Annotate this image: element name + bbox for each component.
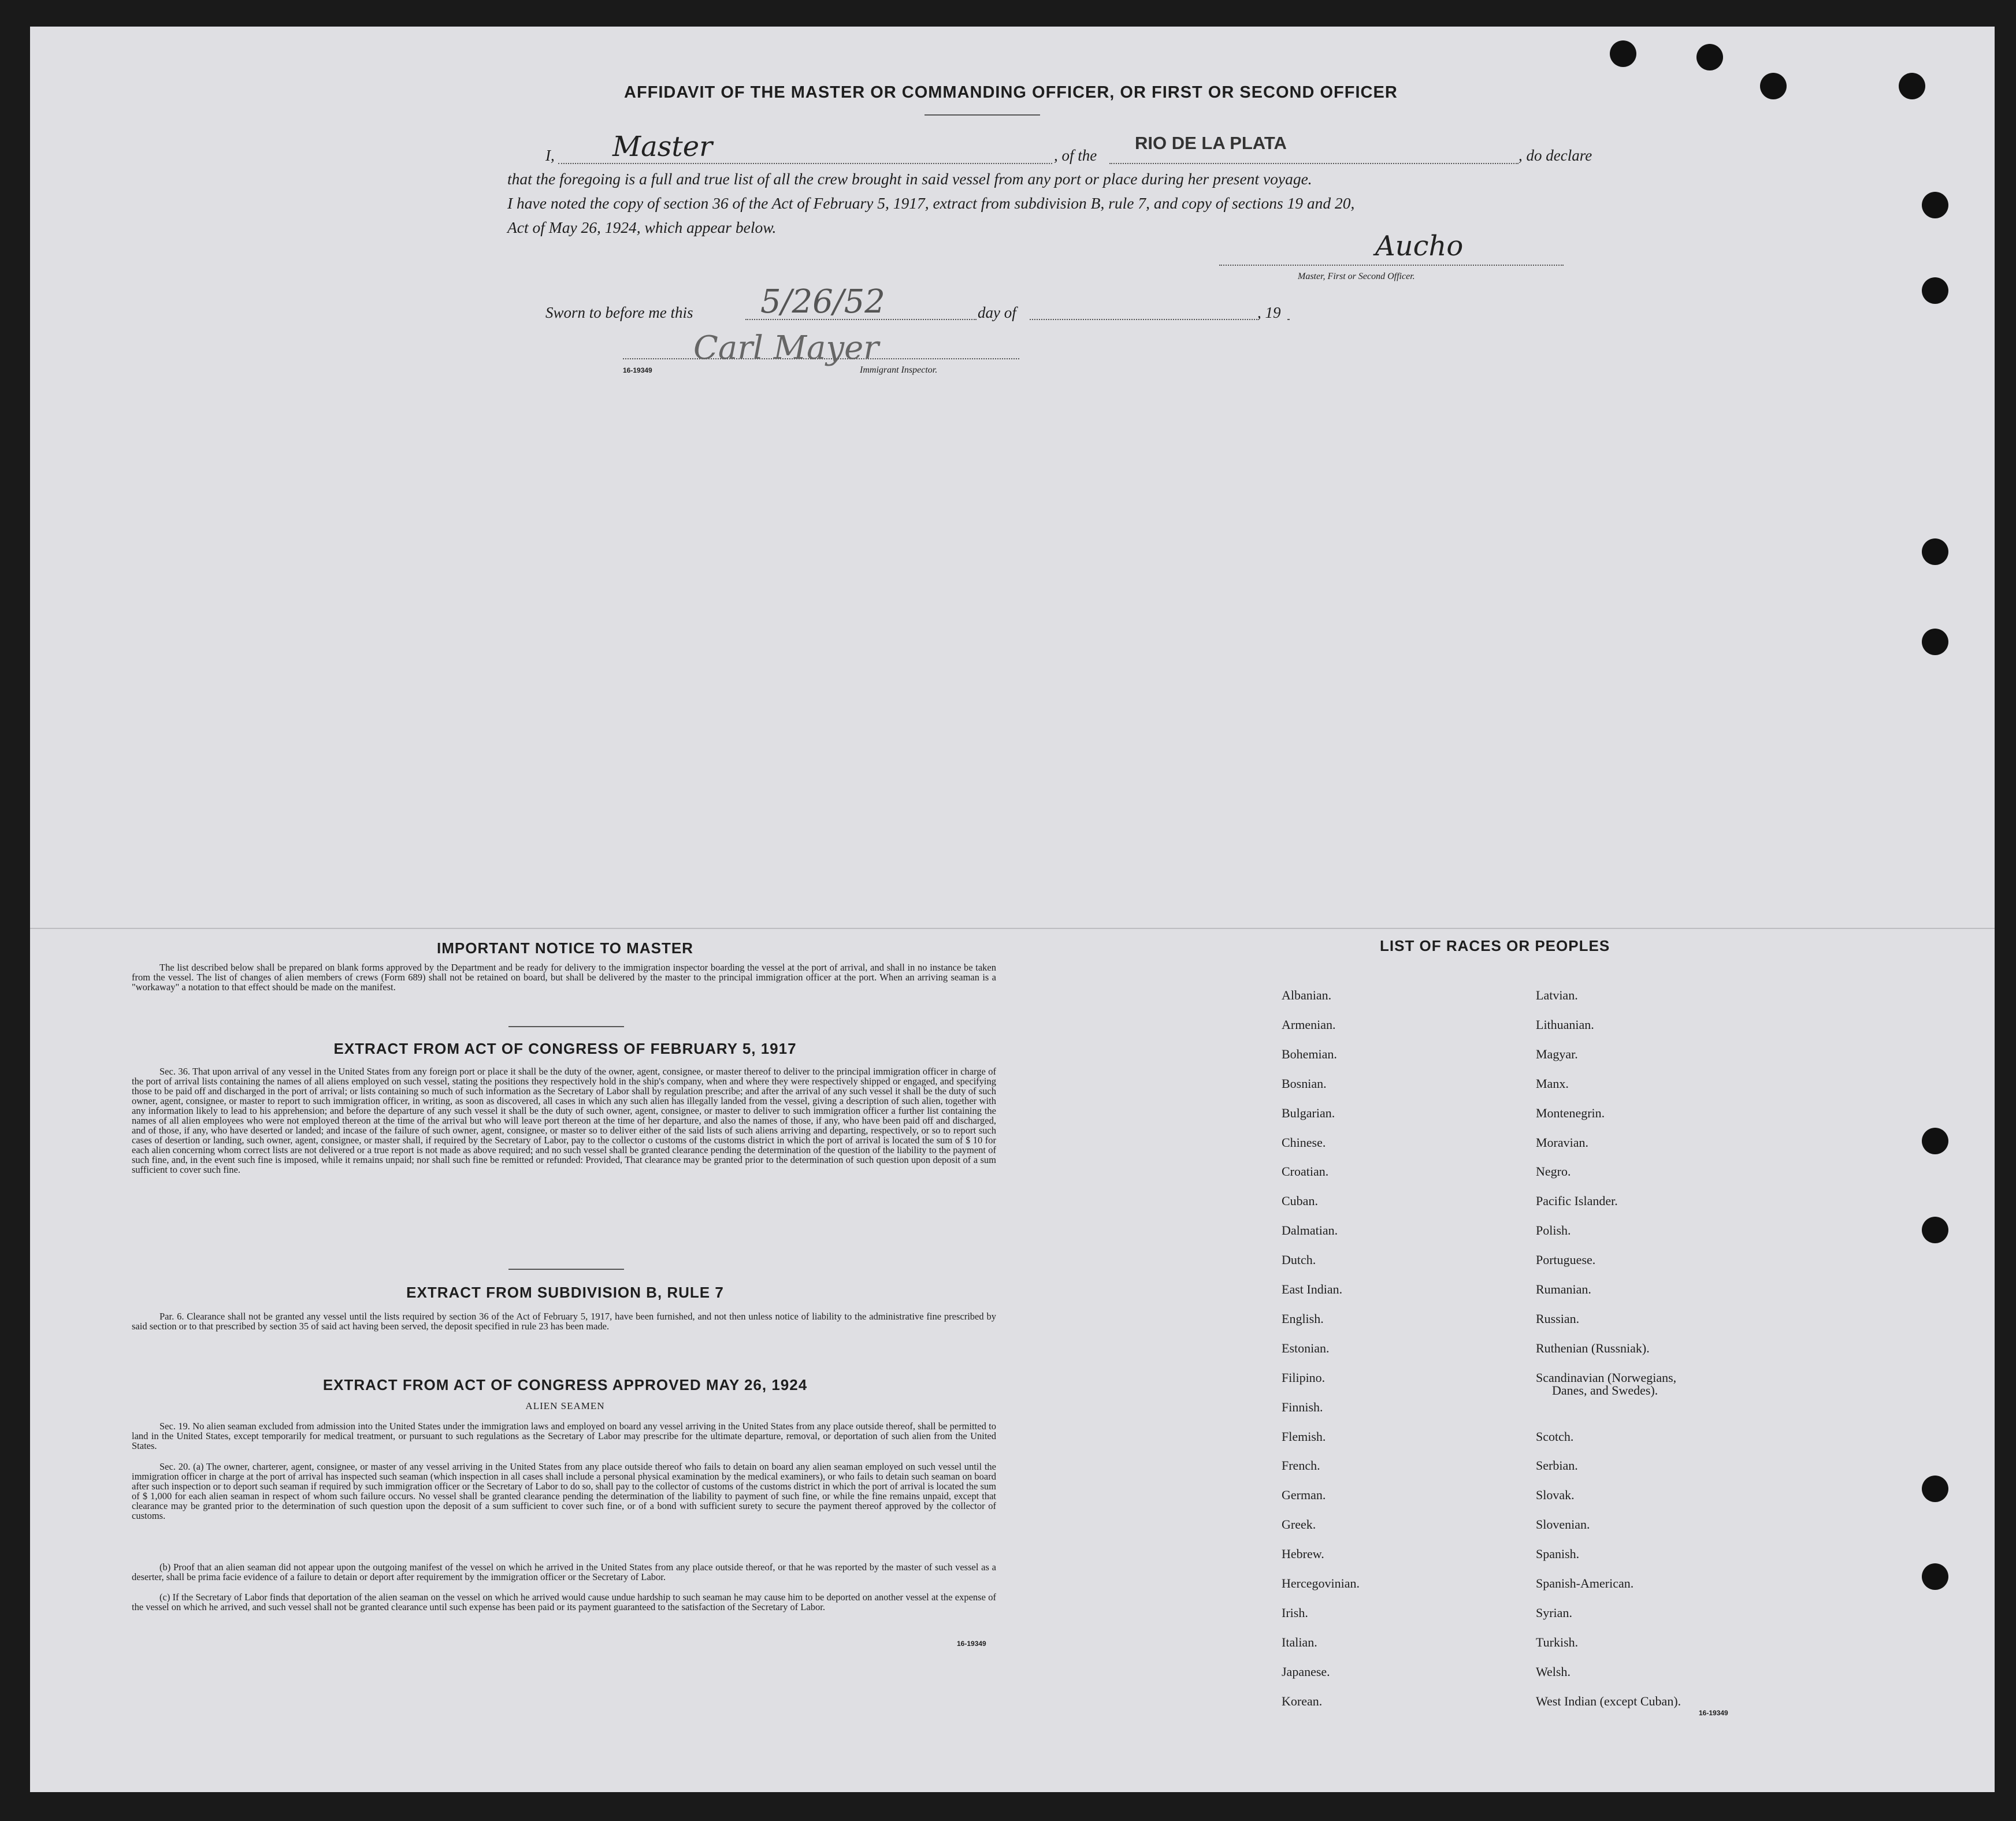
- extract-1917-title: EXTRACT FROM ACT OF CONGRESS OF FEBRUARY 5, 1917: [333, 1040, 797, 1057]
- extract-1924-title: EXTRACT FROM ACT OF CONGRESS APPROVED MAY 26, 1924: [322, 1376, 808, 1393]
- race-item: Croatian.: [1282, 1164, 1329, 1179]
- race-item: English.: [1282, 1311, 1324, 1326]
- day-of-label: day of: [978, 304, 1016, 321]
- punch-hole: [1899, 73, 1925, 99]
- extract-form-number: 16-19349: [957, 1640, 986, 1648]
- extract-1924-sec20a: Sec. 20. (a) The owner, charterer, agent, consignee, or master of any vessel arriving in the United States from any place outside thereof who fails to detain on board any alien seaman employed on such vessel until the immigration officer in charge at the port of arrival has inspected such seaman (which inspection in all cases shall include a personal physical examination by the medical examiners), or who fails to detain such seaman on board after such inspection or to deport such seaman if required by such immigration officer or the Secretary of Labor to do so, shall pay to the collector of customs of the customs district in which the port of arrival is located the sum of $ 1,000 for each alien seaman in respect of whom such failure occurs. No vessel shall be granted clearance pending the determination of the liability to payment of such fine, or while the fine remains unpaid, except that clearance may be granted prior to the determination of such question upon the deposit of a sum sufficient to cover such fine, or of a bond with sufficient surety to secure the payment thereof approved by the collector of customs.: [132, 1461, 996, 1521]
- inspector-caption: Immigrant Inspector.: [860, 365, 938, 375]
- punch-hole: [1696, 44, 1723, 70]
- master-signature: Aucho: [1375, 230, 1464, 262]
- race-item: Lithuanian.: [1536, 1017, 1594, 1032]
- declaration-line-3: I have noted the copy of section 36 of the Act of February 5, 1917, extract from subdivision B, rule 7, and copy of sections 19 and 20,: [507, 194, 1355, 212]
- race-item: Bohemian.: [1282, 1046, 1337, 1061]
- race-item: Armenian.: [1282, 1017, 1336, 1032]
- punch-hole: [1922, 1217, 1948, 1243]
- race-item: Hebrew.: [1282, 1547, 1324, 1562]
- race-item: Portuguese.: [1536, 1253, 1596, 1268]
- race-item: Scandinavian (Norwegians,: [1536, 1370, 1677, 1385]
- race-item: Dalmatian.: [1282, 1223, 1338, 1238]
- vessel-line: [1109, 163, 1519, 164]
- notice-text: The list described below shall be prepared on blank forms approved by the Department and be ready for delivery to the immigration inspector boarding the vessel at the port of arrival, and shall in no instance be taken from the vessel. The list of changes of alien members of crews (Form 689) shall not be retained on board, but shall be delivered by the master to the principal immigration officer at the port. When an arriving seaman is a "workaway" a notation to that effect should be made on the manifest.: [132, 962, 996, 993]
- extract-1924-subtitle: ALIEN SEAMEN: [525, 1400, 605, 1411]
- do-declare-label: , do declare: [1519, 147, 1592, 164]
- race-item: Danes, and Swedes).: [1552, 1383, 1658, 1398]
- section-divider: [30, 928, 1995, 929]
- vessel-name: RIO DE LA PLATA: [1135, 133, 1287, 153]
- punch-hole: [1922, 538, 1948, 565]
- declaration-line-2: that the foregoing is a full and true list of all the crew brought in said vessel from any port or place during her present voyage.: [507, 170, 1312, 188]
- race-item: Serbian.: [1536, 1458, 1578, 1473]
- race-item: Negro.: [1536, 1164, 1571, 1179]
- race-item: Rumanian.: [1536, 1282, 1591, 1296]
- race-item: Ruthenian (Russniak).: [1536, 1340, 1650, 1355]
- race-item: Magyar.: [1536, 1046, 1578, 1061]
- subdivision-b-text: Par. 6. Clearance shall not be granted any vessel until the lists required by section 36 of the Act of February 5, 1917, have been furnished, and not then unless notice of liability to the administrative fine prescribed by said section or to that prescribed by section 35 of said act having been served, the deposit specified in rule 23 has been made.: [132, 1311, 996, 1332]
- race-item: Pacific Islander.: [1536, 1194, 1618, 1209]
- form-number: 16-19349: [623, 366, 652, 374]
- year-label: , 19: [1257, 304, 1281, 321]
- races-form-number: 16-19349: [1699, 1709, 1728, 1717]
- races-title: LIST OF RACES OR PEOPLES: [1380, 937, 1610, 954]
- race-item: Italian.: [1282, 1634, 1317, 1649]
- race-item: East Indian.: [1282, 1282, 1343, 1296]
- race-item: Irish.: [1282, 1605, 1308, 1620]
- race-item: Bosnian.: [1282, 1076, 1327, 1091]
- notice-rule: [508, 1026, 624, 1027]
- race-item: Chinese.: [1282, 1135, 1326, 1150]
- race-item: Hercegovinian.: [1282, 1576, 1360, 1590]
- document-sheet: [30, 27, 1995, 1792]
- punch-hole: [1922, 629, 1948, 655]
- punch-hole: [1922, 277, 1948, 304]
- notice-title: IMPORTANT NOTICE TO MASTER: [437, 939, 693, 957]
- sworn-label: Sworn to before me this: [545, 304, 693, 321]
- race-item: Polish.: [1536, 1223, 1571, 1238]
- month-line: [1030, 319, 1257, 320]
- race-item: Korean.: [1282, 1693, 1323, 1708]
- extract-1924-sec20c: (c) If the Secretary of Labor finds that deportation of the alien seaman on the vessel on which he arrived would cause undue hardship to such seaman he may cause him to be deported on another vessel at the expense of the vessel on which he arrived, and such vessel shall not be granted clearance until such expense has been paid or its payment guaranteed to the satisfaction of the Secretary of Labor.: [132, 1592, 996, 1612]
- race-item: Albanian.: [1282, 988, 1332, 1002]
- extract-1917-text: Sec. 36. That upon arrival of any vessel in the United States from any foreign port or place it shall be the duty of the owner, agent, consignee, or master thereof to deliver to the principal immigration officer in charge of the port of arrival lists containing the names of all aliens employed on such vessel, stating the positions they respectively hold in the ship's company, when and where they were respectively shipped or engaged, and specifying those to be paid off and discharged in the port of arrival; or lists containing so much of such information as the Secretary of Labor shall by regulation prescribe; and after the arrival of any such vessel it shall be the duty of such owner, agent, consignee, or master to report to such immigration officer, in writing, as soon as discovered, all cases in which any such alien has illegally landed from the vessel, giving a description of such alien, together with any information likely to lead to his apprehension; and before the departure of any such vessel it shall be the duty of such owner, agent, consignee, or master to deliver to such immigration officer a further list containing the names of all alien employees who were not employed thereon at the time of the arrival but who will leave port thereon at the time of her departure, and also the names of those, if any, who have been paid off and discharged, and of those, if any, who have deserted or landed; and incase of the failure of such owner, agent, consignee, or master so to deliver either of the said lists of such aliens arriving and departing, respectively, or so to report such cases of desertion or landing, such owner, agent, consignee, or master shall, if required by the Secretary of Labor, pay to the collector o customs of the customs district in which the port of arrival is located the sum of $ 10 for each alien concerning whom correct lists are not delivered or a true report is not made as above required; and no such vessel shall be granted clearance pending the determination of the question of the liability to the payment of such fine, and, in the event such fine is imposed, while it remains unpaid; nor shall such fine be remitted or refunded: Provided, That clearance may be granted prior to the determination of such question upon deposit of a sum sufficient to cover such fine.: [132, 1066, 996, 1175]
- punch-hole: [1610, 40, 1636, 67]
- i-label: I,: [545, 147, 555, 164]
- punch-hole: [1922, 192, 1948, 218]
- punch-hole: [1760, 73, 1787, 99]
- race-item: Bulgarian.: [1282, 1105, 1335, 1120]
- race-item: Manx.: [1536, 1076, 1569, 1091]
- punch-hole: [1922, 1476, 1948, 1502]
- race-item: Moravian.: [1536, 1135, 1589, 1150]
- master-caption: Master, First or Second Officer.: [1298, 272, 1415, 281]
- title-rule: [925, 114, 1040, 116]
- of-the-label: , of the: [1054, 147, 1097, 164]
- race-item: French.: [1282, 1458, 1320, 1473]
- extract-1924-sec20b: (b) Proof that an alien seaman did not appear upon the outgoing manifest of the vessel on which he arrived in the United States from any place outside thereof, or that he was reported by the master of such vessel as a deserter, shall be prima facie evidence of a failure to detain or deport after requirement by the immigration officer or the Secretary of Labor.: [132, 1562, 996, 1582]
- inspector-signature: Carl Mayer: [693, 329, 879, 367]
- punch-hole: [1922, 1128, 1948, 1154]
- race-item: Welsh.: [1536, 1664, 1571, 1679]
- name-handwritten: Master: [612, 131, 713, 163]
- race-item: Montenegrin.: [1536, 1105, 1605, 1120]
- year-line: [1287, 319, 1290, 320]
- declaration-line-4: Act of May 26, 1924, which appear below.: [507, 218, 777, 236]
- race-item: Finnish.: [1282, 1399, 1323, 1414]
- race-item: Spanish-American.: [1536, 1576, 1634, 1590]
- race-item: Latvian.: [1536, 988, 1578, 1002]
- punch-hole: [1922, 1563, 1948, 1590]
- extract-1924-sec19: Sec. 19. No alien seaman excluded from admission into the United States under the immigration laws and employed on board any vessel arriving in the United States from any place outside thereof, shall be permitted to land in the United States, except temporarily for medical treatment, or pursuant to such regulations as the Secretary of Labor may prescribe for the ultimate departure, removal, or deportation of such alien from the United States.: [132, 1421, 996, 1451]
- race-item: Slovak.: [1536, 1488, 1575, 1503]
- race-item: German.: [1282, 1488, 1326, 1503]
- extract-1917-rule: [508, 1269, 624, 1270]
- race-item: Syrian.: [1536, 1605, 1572, 1620]
- race-item: Scotch.: [1536, 1429, 1574, 1444]
- race-item: Spanish.: [1536, 1547, 1580, 1562]
- race-item: Greek.: [1282, 1517, 1316, 1532]
- race-item: Cuban.: [1282, 1194, 1318, 1209]
- master-signature-line: [1219, 265, 1564, 266]
- race-item: Japanese.: [1282, 1664, 1330, 1679]
- race-item: Slovenian.: [1536, 1517, 1590, 1532]
- affidavit-title: AFFIDAVIT OF THE MASTER OR COMMANDING OFFICER, OR FIRST OR SECOND OFFICER: [624, 83, 1398, 102]
- subdivision-b-title: EXTRACT FROM SUBDIVISION B, RULE 7: [406, 1284, 724, 1301]
- race-item: West Indian (except Cuban).: [1536, 1693, 1681, 1708]
- race-item: Flemish.: [1282, 1429, 1326, 1444]
- race-item: Russian.: [1536, 1311, 1580, 1326]
- race-item: Dutch.: [1282, 1253, 1316, 1268]
- name-line: [558, 163, 1052, 164]
- race-item: Turkish.: [1536, 1634, 1579, 1649]
- sworn-date-handwritten: 5/26/52: [760, 283, 885, 321]
- race-item: Estonian.: [1282, 1340, 1330, 1355]
- race-item: Filipino.: [1282, 1370, 1326, 1385]
